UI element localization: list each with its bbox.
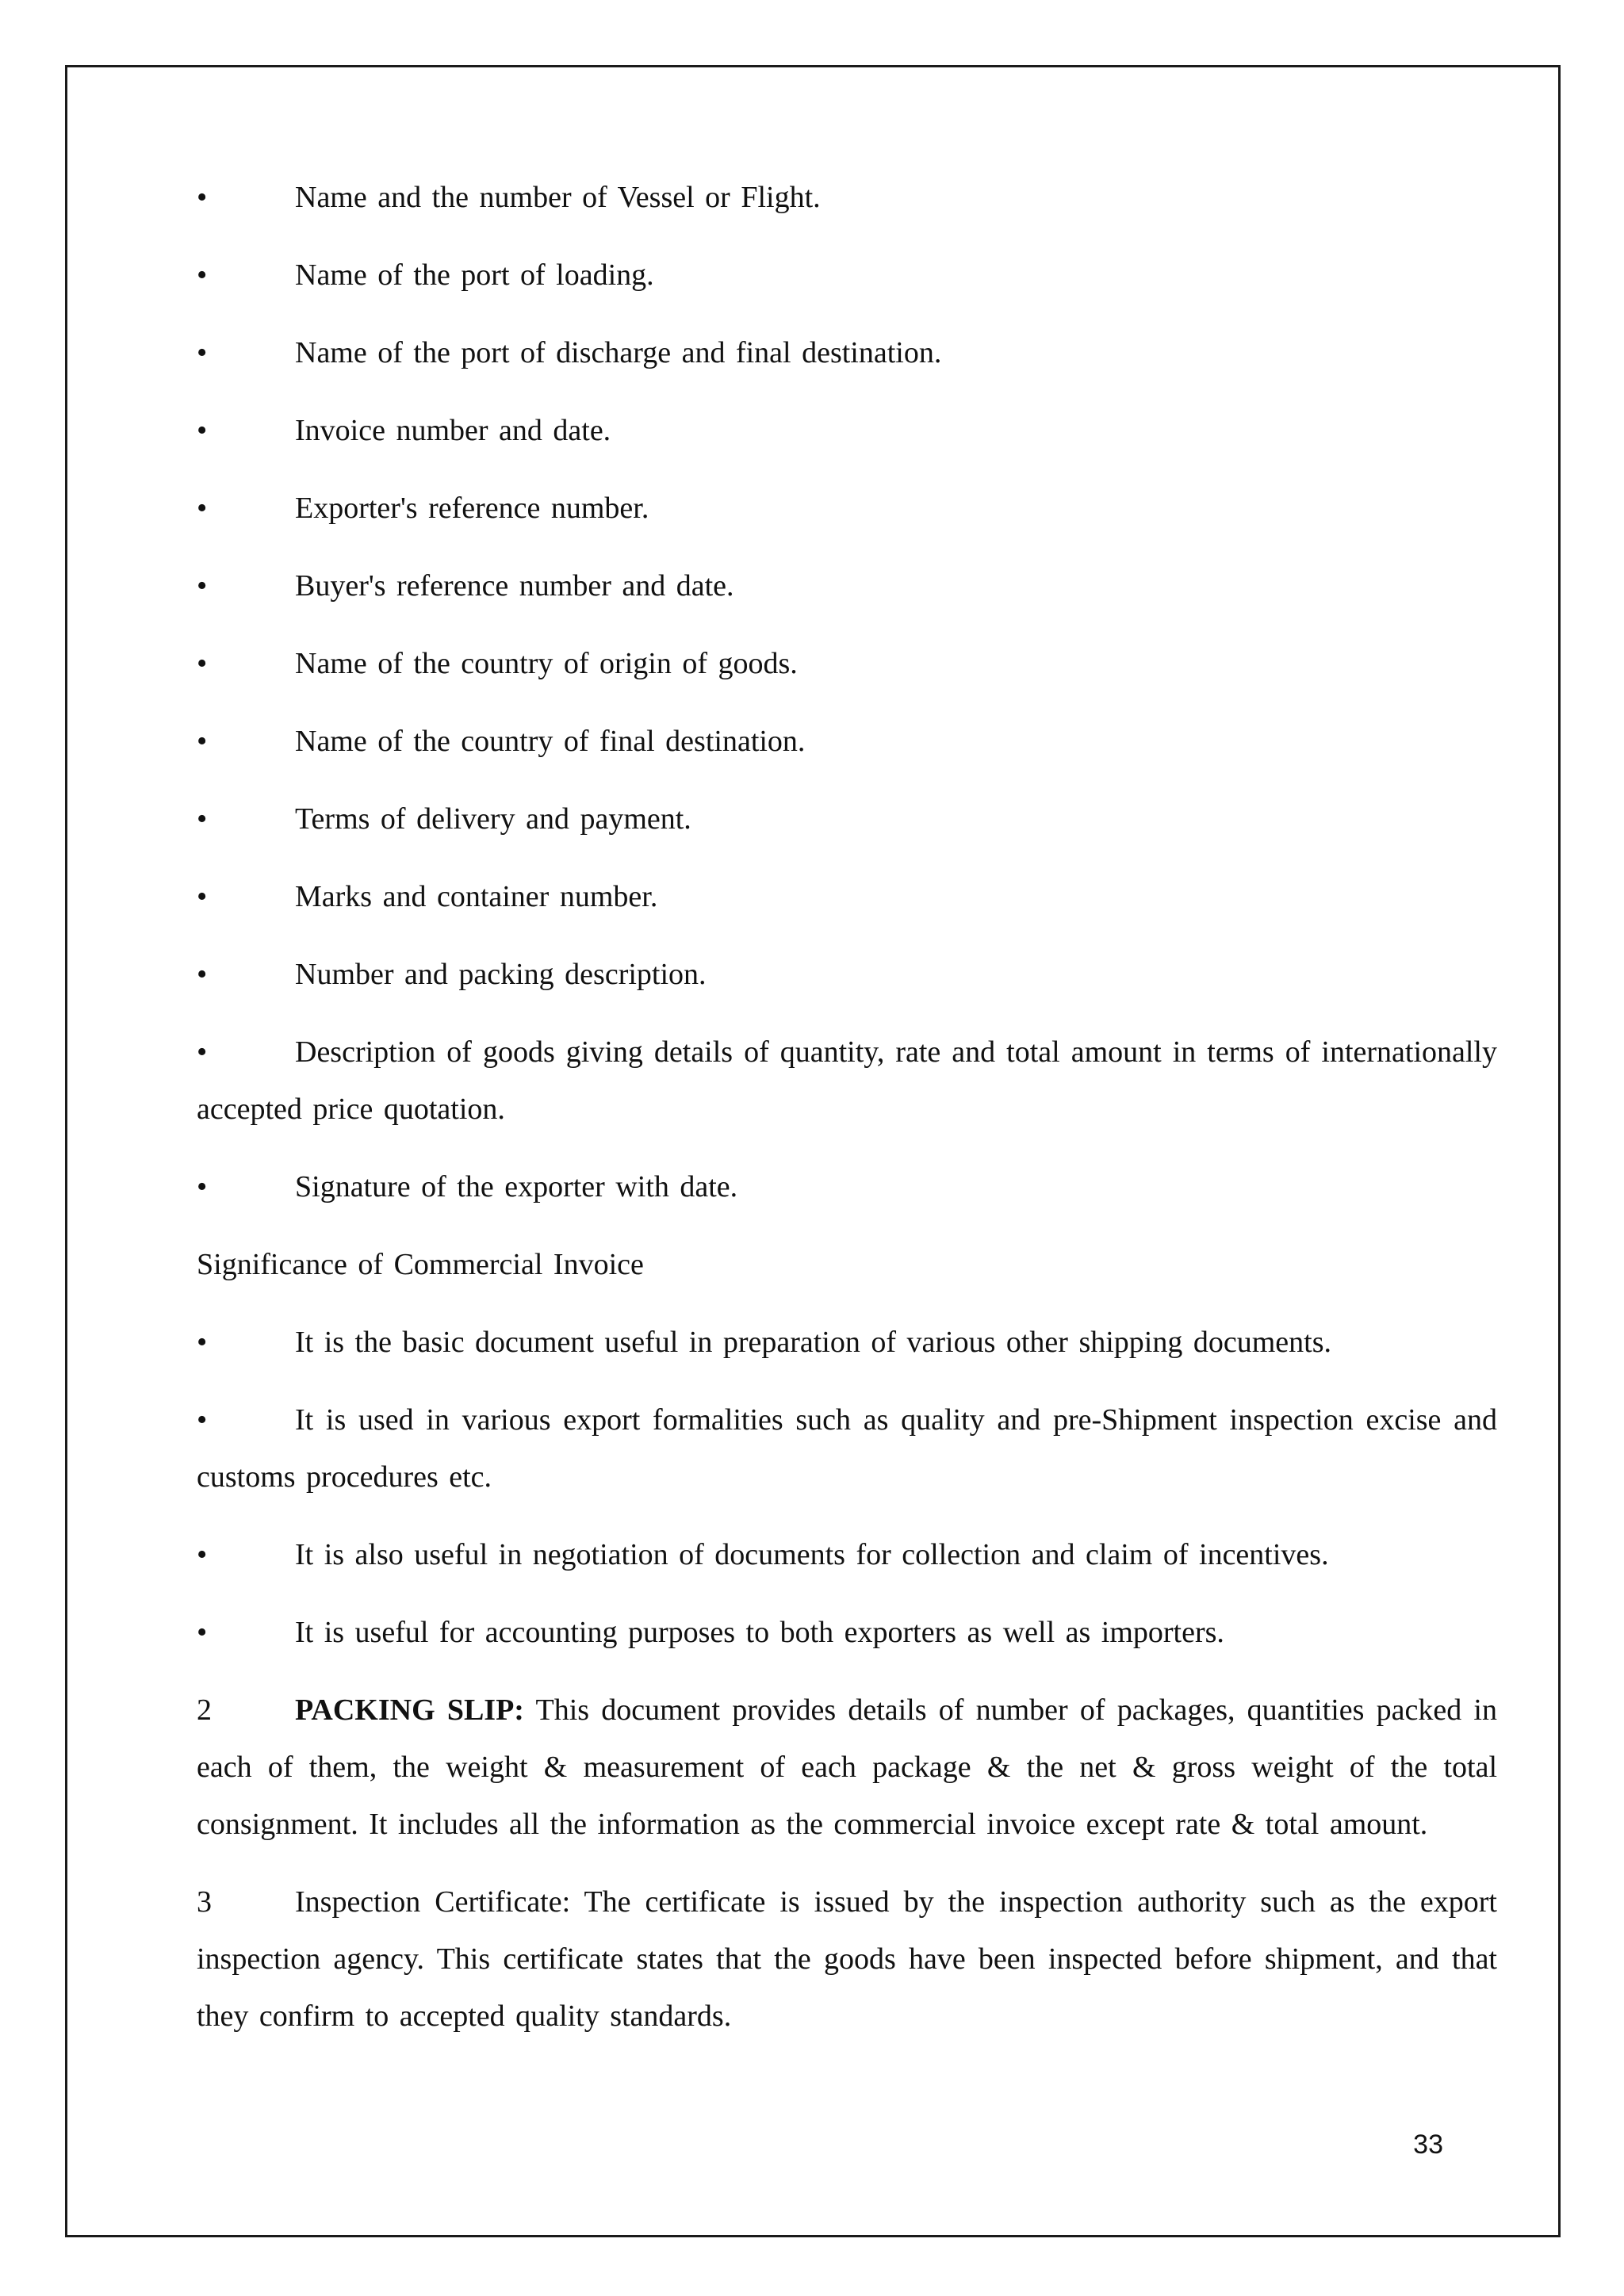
- bullet-icon: •: [197, 725, 208, 758]
- bullet-icon: •: [197, 880, 208, 913]
- bullet-icon: •: [197, 258, 208, 292]
- paragraph-number: 3: [197, 1885, 212, 1919]
- list-item: [197, 1391, 1497, 1506]
- list-item-text: Name of the country of final destination.: [295, 725, 806, 758]
- bullet-icon: •: [197, 1035, 208, 1069]
- list-item: [197, 790, 1497, 848]
- list-item: [197, 635, 1497, 692]
- list-item-text: It is the basic document useful in preparation of various other shipping documents.: [295, 1326, 1331, 1359]
- list-item-text: Buyer's reference number and date.: [295, 569, 734, 603]
- list-item: [197, 1314, 1497, 1371]
- list-item-text: Name of the port of loading.: [295, 258, 654, 292]
- list-item: [197, 1604, 1497, 1661]
- list-item: [197, 557, 1497, 614]
- list-item-text: Terms of delivery and payment.: [295, 802, 691, 836]
- list-item: [197, 1158, 1497, 1215]
- packing-slip-title: PACKING SLIP:: [295, 1693, 524, 1727]
- bullet-icon: •: [197, 1538, 208, 1571]
- list-item: [197, 480, 1497, 537]
- packing-slip-paragraph: [197, 1682, 1497, 1853]
- inspection-certificate-text: The certificate is issued by the inspection authority such as the export inspection agency. This certificate states that the goods have been inspected before shipment, and that they confirm to accepted quality standards.: [197, 1885, 1497, 2033]
- list-item-text: Exporter's reference number.: [295, 492, 649, 525]
- list-item-text: Name of the country of origin of goods.: [295, 647, 798, 680]
- list-item-text: Name of the port of discharge and final destination.: [295, 336, 942, 369]
- list-item: [197, 946, 1497, 1003]
- list-item-text: Marks and container number.: [295, 880, 658, 913]
- bullet-icon: •: [197, 958, 208, 991]
- list-item: [197, 1024, 1497, 1138]
- bullet-icon: •: [197, 647, 208, 680]
- bullet-icon: •: [197, 1170, 208, 1203]
- packing-slip-text: This document provides details of number of packages, quantities packed in each of them, the weight & measurement of each package & the net & gross weight of the total consignment. It includes all the information as the commercial invoice except rate & total amount.: [197, 1693, 1497, 1841]
- section-heading: Significance of Commercial Invoice: [197, 1248, 644, 1281]
- bullet-icon: •: [197, 492, 208, 525]
- list-item-text: Signature of the exporter with date.: [295, 1170, 738, 1203]
- list-item-text: Invoice number and date.: [295, 414, 611, 447]
- list-item-text: It is also useful in negotiation of documents for collection and claim of incentives.: [295, 1538, 1329, 1571]
- list-item-text: It is used in various export formalities such as quality and pre-Shipment inspection excise and customs procedures etc.: [197, 1403, 1497, 1494]
- inspection-certificate-title: Inspection Certificate:: [295, 1885, 571, 1919]
- bullet-icon: •: [197, 414, 208, 447]
- bullet-icon: •: [197, 1616, 208, 1649]
- list-item: [197, 1526, 1497, 1583]
- list-item-text: Description of goods giving details of quantity, rate and total amount in terms of internationally accepted price quotation.: [197, 1035, 1497, 1126]
- bullet-icon: •: [197, 181, 208, 214]
- page-number: 33: [1413, 2130, 1443, 2160]
- list-item: [197, 169, 1497, 226]
- list-item-text: Number and packing description.: [295, 958, 707, 991]
- list-item-text: It is useful for accounting purposes to both exporters as well as importers.: [295, 1616, 1224, 1649]
- inspection-certificate-paragraph: [197, 1873, 1497, 2045]
- list-item: [197, 247, 1497, 304]
- list-item-text: Name and the number of Vessel or Flight.: [295, 181, 821, 214]
- list-item: [197, 324, 1497, 381]
- paragraph-number: 2: [197, 1693, 212, 1727]
- bullet-icon: •: [197, 802, 208, 836]
- bullet-icon: •: [197, 1326, 208, 1359]
- document-body: [197, 169, 1497, 2065]
- bullet-icon: •: [197, 336, 208, 369]
- list-item: [197, 402, 1497, 459]
- list-item: [197, 868, 1497, 925]
- bullet-icon: •: [197, 569, 208, 603]
- bullet-icon: •: [197, 1403, 208, 1437]
- list-item: [197, 713, 1497, 770]
